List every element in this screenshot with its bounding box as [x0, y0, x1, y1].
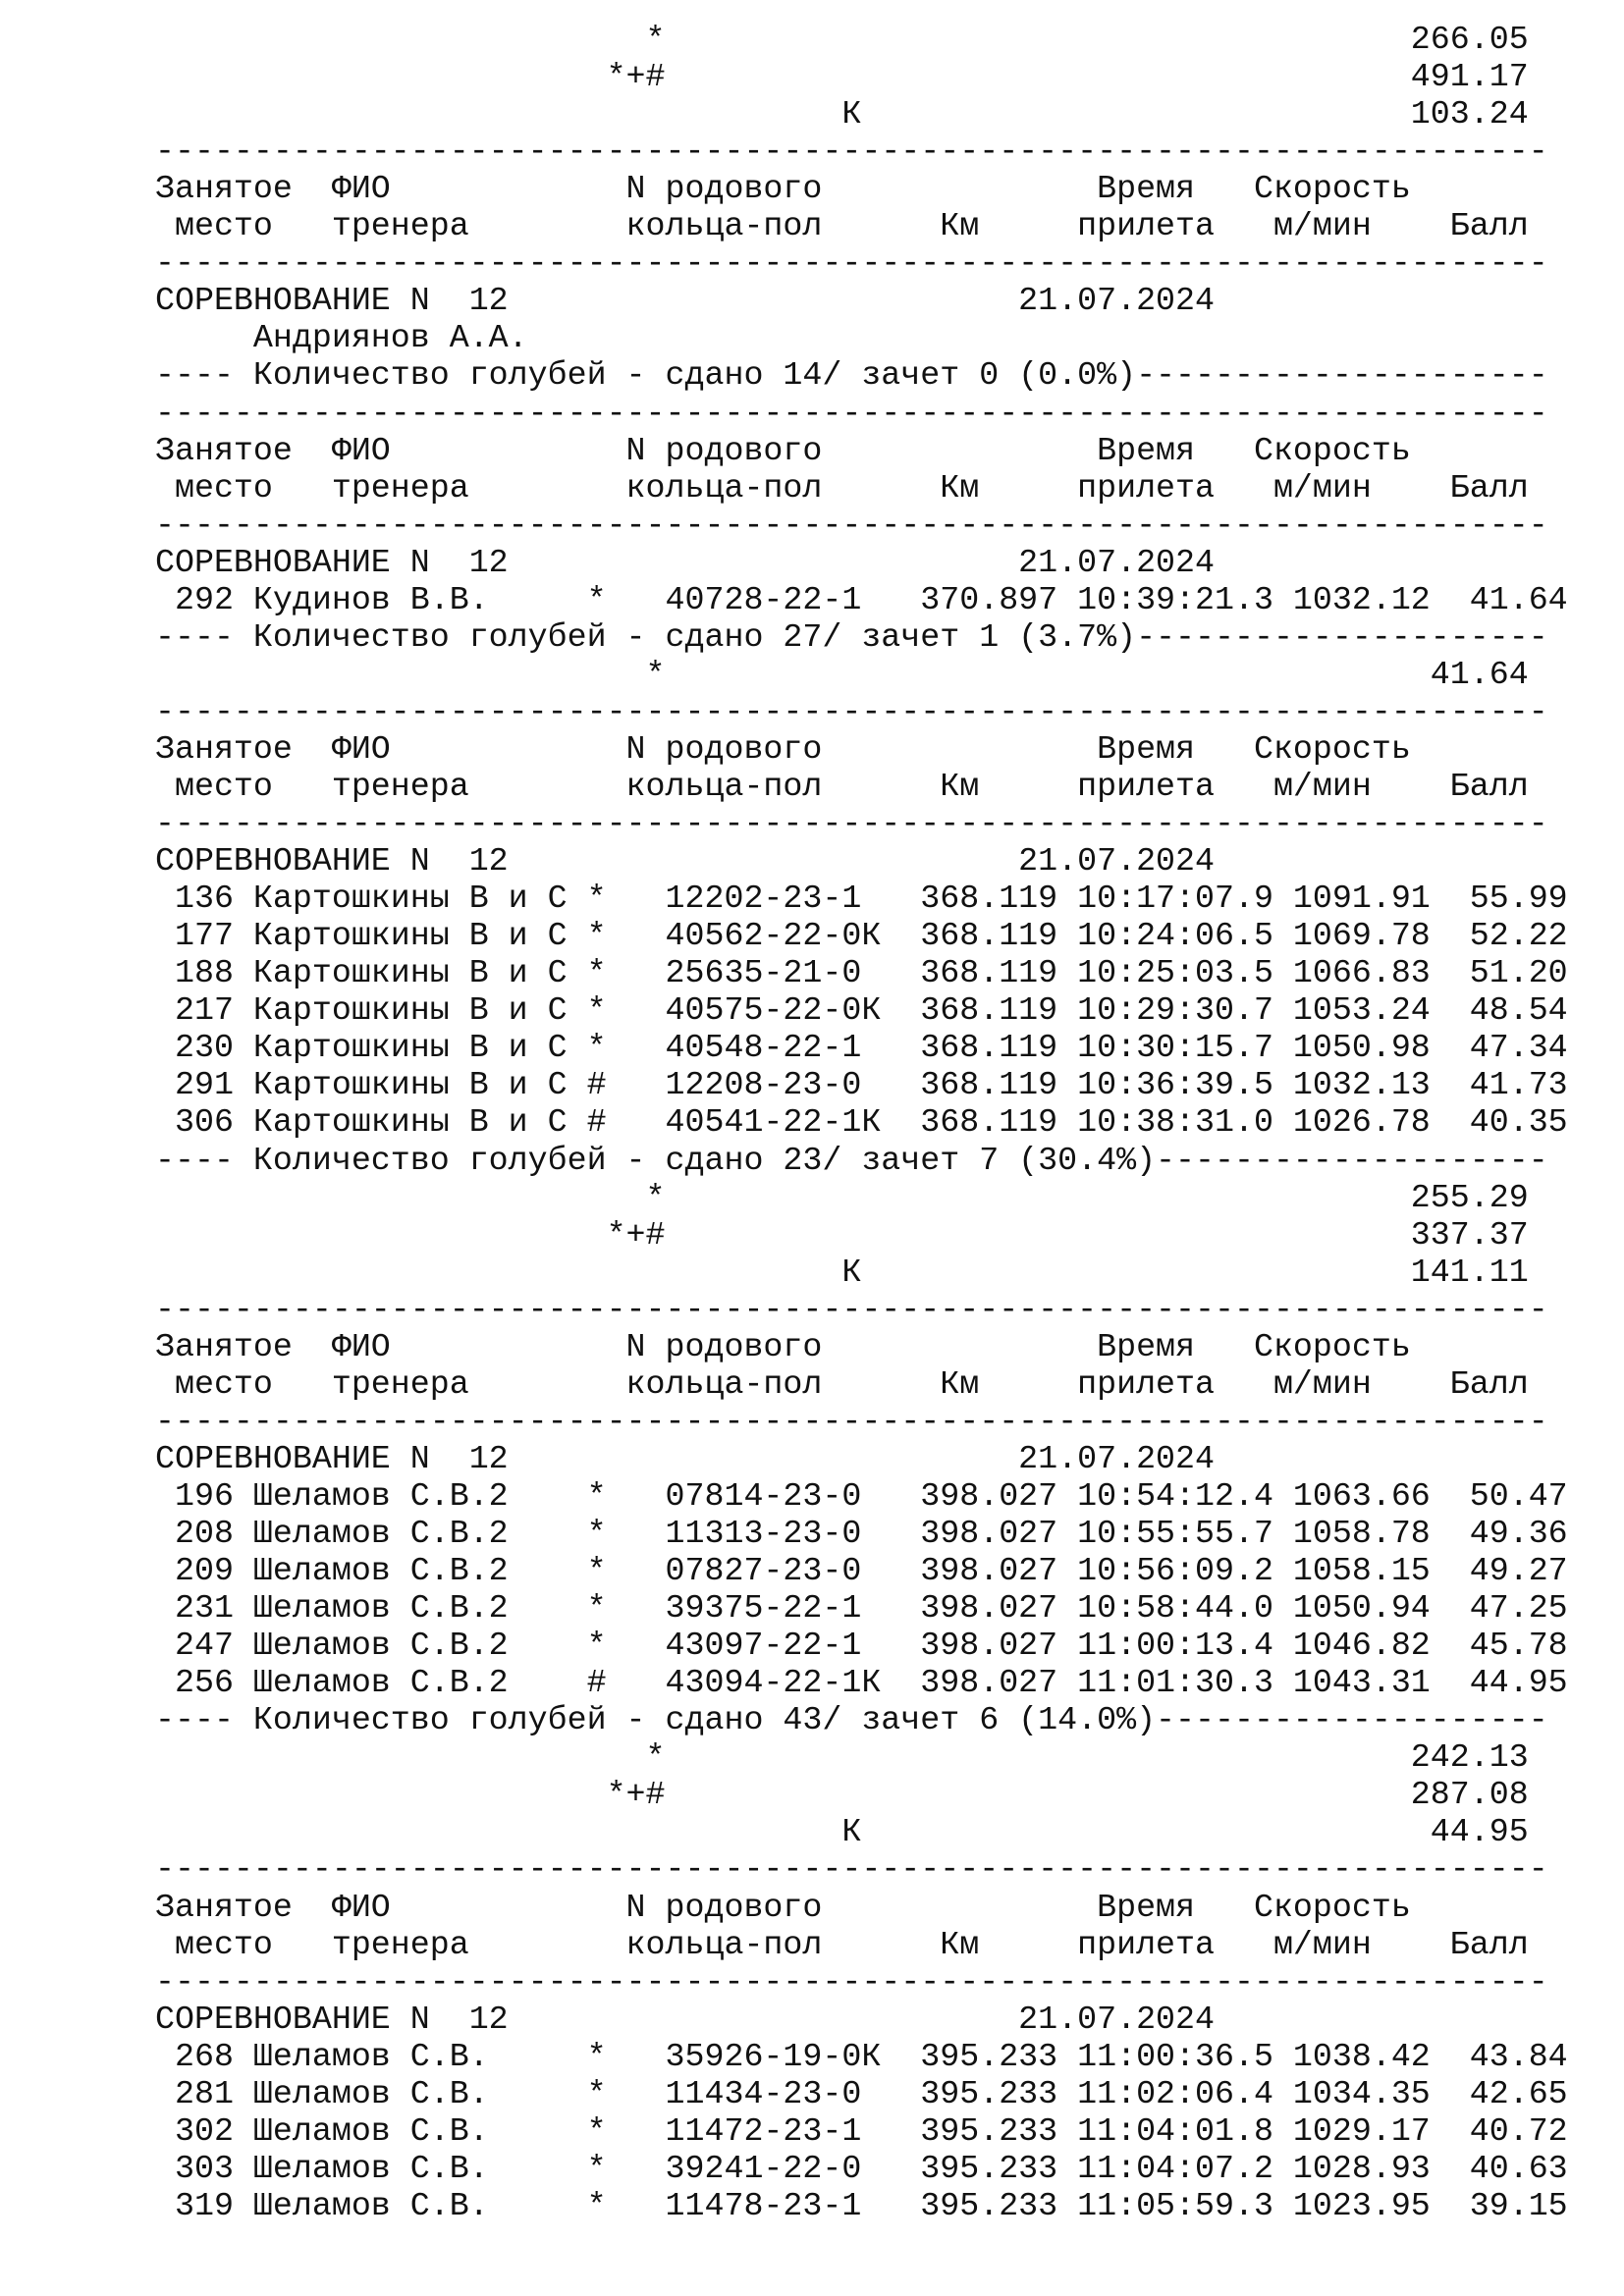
score-total-line: К 44.95 [155, 1813, 1529, 1851]
competition-header-line: СОРЕВНОВАНИЕ N 12 21.07.2024 [155, 2000, 1215, 2038]
result-row: 319 Шеламов С.В. * 11478-23-1 395.233 11:05:59.3 1023.95 39.15 [155, 2186, 1568, 2224]
separator-line: ----------------------------------------------------------------------- [155, 1402, 1548, 1440]
score-total-line: *+# 491.17 [155, 58, 1529, 95]
score-total-line: * 242.13 [155, 1738, 1529, 1777]
count-summary-line: ---- Количество голубей - сдано 27/ зачет 1 (3.7%)--------------------- [155, 617, 1548, 656]
separator-line: ----------------------------------------------------------------------- [155, 244, 1548, 283]
result-row: 268 Шеламов С.В. * 35926-19-0К 395.233 11:00:36.5 1038.42 43.84 [155, 2037, 1568, 2075]
column-header-subline: место тренера кольца-пол Км прилета м/мин Балл [155, 1364, 1529, 1403]
separator-line: ----------------------------------------------------------------------- [155, 1850, 1548, 1889]
score-total-line: * 266.05 [155, 21, 1529, 58]
result-row: 208 Шеламов С.В.2 * 11313-23-0 398.027 10:55:55.7 1058.78 49.36 [155, 1515, 1568, 1552]
result-row: 177 Картошкины В и С * 40562-22-0К 368.119 10:24:06.5 1069.78 52.22 [155, 917, 1568, 955]
result-row: 303 Шеламов С.В. * 39241-22-0 395.233 11:04:07.2 1028.93 40.63 [155, 2149, 1568, 2187]
score-total-line: *+# 337.37 [155, 1215, 1529, 1254]
column-header-subline: место тренера кольца-пол Км прилета м/мин Балл [155, 768, 1529, 805]
result-row: 291 Картошкины В и С # 12208-23-0 368.119 10:36:39.5 1032.13 41.73 [155, 1066, 1568, 1104]
result-row: 230 Картошкины В и С * 40548-22-1 368.119 10:30:15.7 1050.98 47.34 [155, 1029, 1568, 1067]
separator-line: ----------------------------------------------------------------------- [155, 692, 1548, 730]
count-summary-line: ---- Количество голубей - сдано 23/ зачет 7 (30.4%)-------------------- [155, 1141, 1548, 1179]
separator-line: ----------------------------------------------------------------------- [155, 133, 1548, 171]
score-total-line: К 141.11 [155, 1253, 1529, 1291]
result-row: 247 Шеламов С.В.2 * 43097-22-1 398.027 11:00:13.4 1046.82 45.78 [155, 1627, 1568, 1665]
separator-line: ----------------------------------------------------------------------- [155, 1962, 1548, 2001]
column-header-line: Занятое ФИО N родового Время Скорость [155, 1327, 1529, 1365]
column-header-line: Занятое ФИО N родового Время Скорость [155, 729, 1529, 768]
competition-header-line: СОРЕВНОВАНИЕ N 12 21.07.2024 [155, 282, 1215, 320]
score-total-line: К 103.24 [155, 95, 1529, 133]
column-header-line: Занятое ФИО N родового Время Скорость [155, 1888, 1529, 1926]
competition-header-line: СОРЕВНОВАНИЕ N 12 21.07.2024 [155, 842, 1215, 881]
score-total-line: *+# 287.08 [155, 1776, 1529, 1814]
result-row: 306 Картошкины В и С # 40541-22-1К 368.119 10:38:31.0 1026.78 40.35 [155, 1103, 1568, 1142]
result-row: 281 Шеламов С.В. * 11434-23-0 395.233 11:02:06.4 1034.35 42.65 [155, 2074, 1568, 2112]
separator-line: ----------------------------------------------------------------------- [155, 805, 1548, 842]
column-header-line: Занятое ФИО N родового Время Скорость [155, 170, 1529, 208]
result-row: 209 Шеламов С.В.2 * 07827-23-0 398.027 10:56:09.2 1058.15 49.27 [155, 1552, 1568, 1589]
column-header-line: Занятое ФИО N родового Время Скорость [155, 431, 1529, 469]
competition-header-line: СОРЕВНОВАНИЕ N 12 21.07.2024 [155, 543, 1215, 581]
separator-line: ----------------------------------------------------------------------- [155, 506, 1548, 544]
score-total-line: * 41.64 [155, 655, 1529, 693]
count-summary-line: ---- Количество голубей - сдано 14/ зачет 0 (0.0%)--------------------- [155, 356, 1548, 395]
separator-line: ----------------------------------------------------------------------- [155, 394, 1548, 432]
competition-header-line: СОРЕВНОВАНИЕ N 12 21.07.2024 [155, 1439, 1215, 1477]
result-row: 256 Шеламов С.В.2 # 43094-22-1К 398.027 11:01:30.3 1043.31 44.95 [155, 1664, 1568, 1702]
result-row: 292 Кудинов В.В. * 40728-22-1 370.897 10:39:21.3 1032.12 41.64 [155, 580, 1568, 618]
result-row: 302 Шеламов С.В. * 11472-23-1 395.233 11:04:01.8 1029.17 40.72 [155, 2111, 1568, 2150]
result-row: 188 Картошкины В и С * 25635-21-0 368.119 10:25:03.5 1066.83 51.20 [155, 954, 1568, 992]
result-row: 196 Шеламов С.В.2 * 07814-23-0 398.027 10:54:12.4 1063.66 50.47 [155, 1476, 1568, 1515]
column-header-subline: место тренера кольца-пол Км прилета м/мин Балл [155, 468, 1529, 507]
count-summary-line: ---- Количество голубей - сдано 43/ зачет 6 (14.0%)-------------------- [155, 1701, 1548, 1739]
column-header-subline: место тренера кольца-пол Км прилета м/мин Балл [155, 207, 1529, 245]
separator-line: ----------------------------------------------------------------------- [155, 1290, 1548, 1328]
result-row: 217 Картошкины В и С * 40575-22-0К 368.119 10:29:30.7 1053.24 48.54 [155, 991, 1568, 1030]
fancier-name-line: Андриянов А.А. [155, 319, 528, 357]
result-row: 136 Картошкины В и С * 12202-23-1 368.119 10:17:07.9 1091.91 55.99 [155, 880, 1568, 918]
column-header-subline: место тренера кольца-пол Км прилета м/мин Балл [155, 1925, 1529, 1963]
score-total-line: * 255.29 [155, 1178, 1529, 1216]
result-row: 231 Шеламов С.В.2 * 39375-22-1 398.027 10:58:44.0 1050.94 47.25 [155, 1589, 1568, 1628]
